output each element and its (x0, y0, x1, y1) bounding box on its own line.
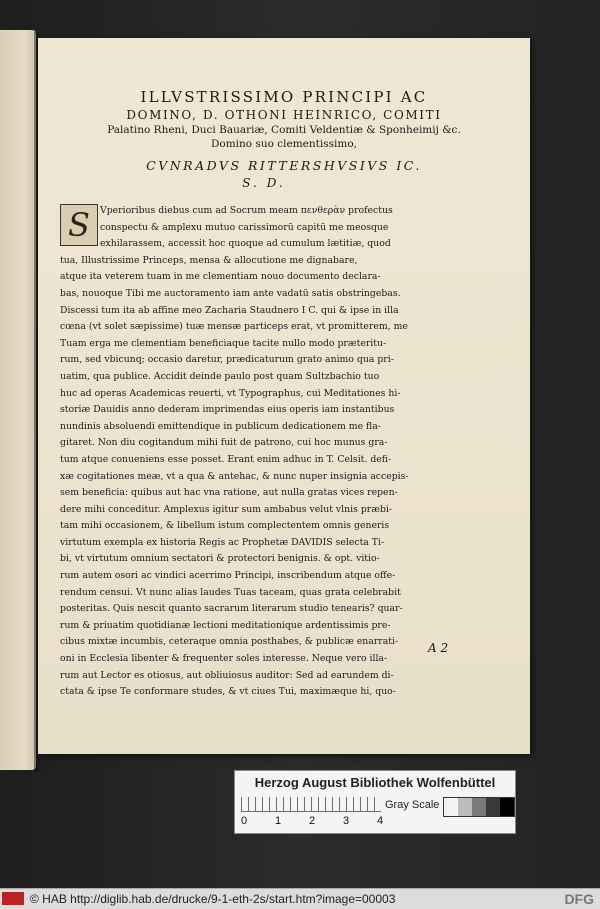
book-page (38, 38, 530, 754)
body-line: Tuam erga me clementiam beneficiaque tacite nullo modo præteritu- (60, 337, 387, 349)
dfg-logo: DFG (564, 891, 594, 907)
gray-swatch (458, 798, 472, 816)
body-line: ctata & ipse Te conformare studes, & vt ciues Tui, maximæque hi, quo- (60, 686, 396, 698)
heading-line-4: Domino suo clementissimo, (210, 138, 357, 150)
body-line: dere mihi conceditur. Amplexus igitur sum ambabus velut vlnis præbi- (60, 503, 393, 515)
facing-page-edge (0, 30, 36, 770)
body-line: tum atque conueniens esse posset. Erant enim adhuc in T. Celsit. defi- (60, 453, 392, 465)
ruler-number: 3 (343, 815, 350, 827)
body-line: gitaret. Non diu cogitandum mihi fuit de patrono, cui hoc munus gra- (60, 437, 388, 449)
body-line: rum, sed vbicunq; occasio daretur, prædicaturum grato animo qua pri- (60, 354, 394, 366)
signature-mark: A 2 (428, 641, 449, 655)
library-color-card (234, 770, 516, 834)
body-line: cibus mixtæ incumbis, ceteraque omnia posthabes, & publicæ enarrati- (60, 636, 399, 648)
body-line: exhilarassem, accessit hoc quoque ad cumulum lætitiæ, quod (100, 238, 391, 250)
library-name: Herzog August Bibliothek Wolfenbüttel (254, 775, 496, 790)
body-line: uatim, qua publice. Accidit deinde paulo post quam Sultzbachio tuo (60, 370, 380, 382)
body-text (60, 203, 510, 701)
gray-swatch (486, 798, 500, 816)
gray-scale-label: Gray Scale (385, 799, 440, 811)
body-line: bi, vt virtutum omnium sectatori & protectori benignis. & opt. vitio- (60, 553, 380, 565)
heading-line-1: ILLVSTRISSIMO PRINCIPI AC (140, 88, 428, 106)
ruler-number: 2 (309, 815, 316, 827)
body-line: sem beneficia: quibus aut hac vna ratione, aut nulla gratas vices repen- (60, 487, 398, 499)
author-line: CVNRADVS RITTERSHVSIVS IC. (146, 158, 422, 173)
gray-swatch (444, 798, 458, 816)
body-line: virtutum exempla ex historia Regis ac Prophetæ DAVIDIS selecta Ti- (60, 536, 385, 548)
body-line: xæ cogitationes meæ, vt a qua & antehac, & nunc nuper insignia accepis- (60, 470, 409, 482)
body-line: oni in Ecclesia libenter & frequenter soles interesse. Neque vero illa- (60, 653, 388, 665)
body-line: cœna (vt solet sæpissime) tuæ mensæ particeps erat, vt promitterem, me (60, 321, 408, 333)
body-line: Discessi tum ita ab affine meo Zacharia Staudnero I C. qui & ipse in illa (60, 304, 399, 316)
ruler-number: 4 (377, 815, 384, 827)
gray-swatch (472, 798, 486, 816)
scale-ruler (241, 797, 381, 812)
body-line: conspectu & amplexu mutuo carissimorū capitū me meosque (100, 221, 389, 233)
body-line: posteritas. Quis nescit quanto sacrarum literarum studio tenearis? quar- (60, 603, 403, 615)
body-line: rum aut Lector es otiosus, aut obliuiosus auditor: Sed ad earundem di- (60, 669, 394, 681)
ruler-number: 1 (275, 815, 282, 827)
body-line: rum & priuatim quotidianæ lectioni meditationique ardentissimis pre- (60, 619, 391, 631)
decorated-initial: S (60, 204, 98, 246)
heading-line-3: Palatino Rheni, Duci Bauariæ, Comiti Veldentiæ & Sponheimij &c. (107, 124, 461, 136)
source-link[interactable]: © HAB http://diglib.hab.de/drucke/9-1-eth-2s/start.htm?image=00003 (30, 892, 396, 906)
gray-swatch (500, 798, 514, 816)
gray-scale-swatches (443, 797, 515, 817)
body-line: Vperioribus diebus cum ad Socrum meam πενθερὰν profectus (100, 205, 393, 216)
salutation: S. D. (242, 176, 286, 190)
body-line: tam mihi occasionem, & libellum istum complectentem omnis generis (60, 520, 390, 532)
heading-line-2: DOMINO, D. OTHONI HEINRICO, COMITI (126, 108, 442, 122)
body-line: atque ita veterem tuam in me clementiam nouo documento declara- (60, 271, 381, 283)
viewer-footer (0, 888, 600, 909)
body-line: bas, nouoque Tibi me auctoramento iam ante vadatū satis obstringebas. (60, 287, 401, 299)
body-line: storiæ Dauidis anno dederam imprimendas eius operis iam instantibus (60, 404, 395, 416)
body-line: huc ad operas Academicas reuerti, vt Typographus, cui Meditationes hi- (60, 387, 401, 399)
ruler-number: 0 (241, 815, 248, 827)
body-line: rendum censui. Vt nunc alias laudes Tuas taceam, quas grata celebrabit (60, 586, 401, 598)
body-line: rum autem osori ac vindici acerrimo Principi, inscribendum atque offe- (60, 570, 396, 582)
body-line: nundinis absoluendi emittendique in publicum dedicationem me fla- (60, 420, 381, 432)
hab-logo-icon (2, 892, 24, 905)
dedication-heading (60, 88, 508, 191)
body-line: tua, Illustrissime Princeps, mensa & allocutione me dignabare, (60, 254, 358, 266)
